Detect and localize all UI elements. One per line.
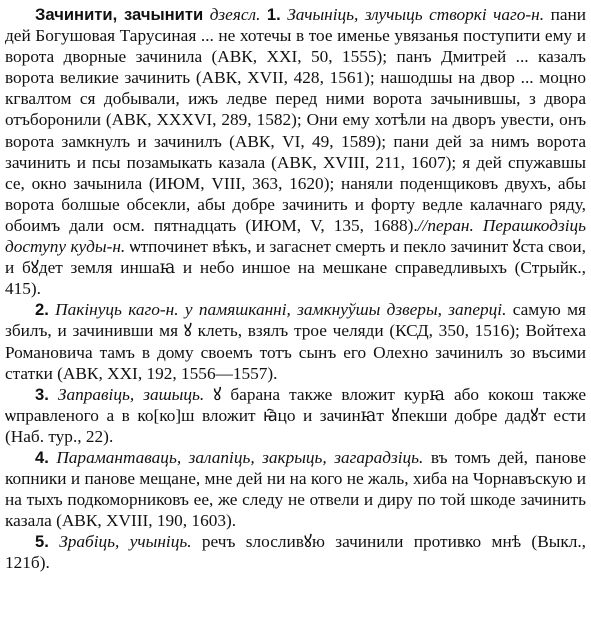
sense-definition: Зачыніць, злучыць створкі чаго-н. xyxy=(287,5,545,24)
figurative-definition: Перашкодзіць доступу куды-н. xyxy=(5,215,586,257)
sense-quotations: пани дей Богушовая Тарусиная ... не хотечы в тое именье увязанья поступити ему и ворота дворные зачинила (АВК, XXI, 50, 1555); панъ Дмитрей ... казалъ ворота великие зачинить (АВК, XVII, 428, 1561); нашодшы на двор ... моцно кгвалтом ся добывали, ижъ ледве перед ними ворота зачынившы, з двора отъборонили (АВК, XXXVI, 289, 1582); Они ему хотѣли на дворъ увести, онъ ворота замкнулъ и зачинилъ (АВК, VI, 49, 1589); пани дей за нимъ ворота зачинить и псы позамыкать казала (АВК, XVIII, 211, 1607); я дей спужавшы се, окно зачынила (ИЮМ, VIII, 363, 1620); наняли поденщиковъ двухъ, абы ворота болшые обсекли, абы добре зачинить и форту ведле калачнаго ряду, обоимъ дали осм. пятнадцать (ИЮМ, V, 135, 1688). xyxy=(5,5,587,235)
sense-quotations: самую мя збилъ, и зачинивши мя ꙋ клеть, взялъ трое челяди (КСД, 350, 1516); Войтеха Романовича тамъ в дому своемъ тотъ сынъ его Олехно зачинилъ зо въсими статки (АВК, XXI, 192, 1556—1557). xyxy=(5,300,586,383)
sense-3-paragraph xyxy=(5,384,586,447)
sense-4-paragraph xyxy=(5,447,586,531)
figurative-marker: //перан. xyxy=(417,215,474,235)
figurative-quotations: ѡтпочинет вѣкъ, и загаснет смерть и пекло зачинит ꙋста свои, и бꙋдет земля иншаꙗ и небо иншое на мешкане справедливыхъ (Стрыйк., 415). xyxy=(5,237,586,299)
sense-5-paragraph xyxy=(5,531,586,573)
sense-quotations: речъ ѕлосливꙋю зачинили противко мнѣ (Выкл., 121б). xyxy=(5,532,586,573)
sense-number: 3. xyxy=(35,384,49,404)
headword: Зачинити, зачынити xyxy=(35,5,204,24)
sense-number: 4. xyxy=(35,447,49,467)
sense-definition: Парамантаваць, залапіць, закрыць, загарадзіць. xyxy=(56,447,424,467)
sense-quotations: ꙋ барана также вложит курꙗ або кокош также ѡправленого а в ко[ко]ш вложит ꙗ҇цо и зачинꙗт ꙋпекши добре дадꙋт ести (Наб. тур., 22). xyxy=(5,384,587,446)
sense-number: 2. xyxy=(35,300,49,320)
sense-definition: Пакінуць каго-н. у памяшканні, замкнуўшы дзверы, заперці. xyxy=(55,300,507,320)
part-of-speech: дзеясл. xyxy=(209,5,261,24)
sense-number: 5. xyxy=(35,532,49,552)
sense-number: 1. xyxy=(266,5,281,24)
sense-quotations: въ томъ дей, панове копники и панове мещане, мне дей ни на кого не жаль, хиба на Чорнавъскую и на тыхъ подкоморниковъ ее, же следу не отвели и диру по той шкоде зачинить казала (АВК, XVIII, 190, 1603). xyxy=(5,447,586,531)
sense-definition: Заправіць, зашыць. xyxy=(57,384,205,404)
sense-definition: Зрабіць, учыніць. xyxy=(59,532,192,552)
sense-1-paragraph xyxy=(5,4,586,299)
sense-2-paragraph xyxy=(5,299,586,383)
